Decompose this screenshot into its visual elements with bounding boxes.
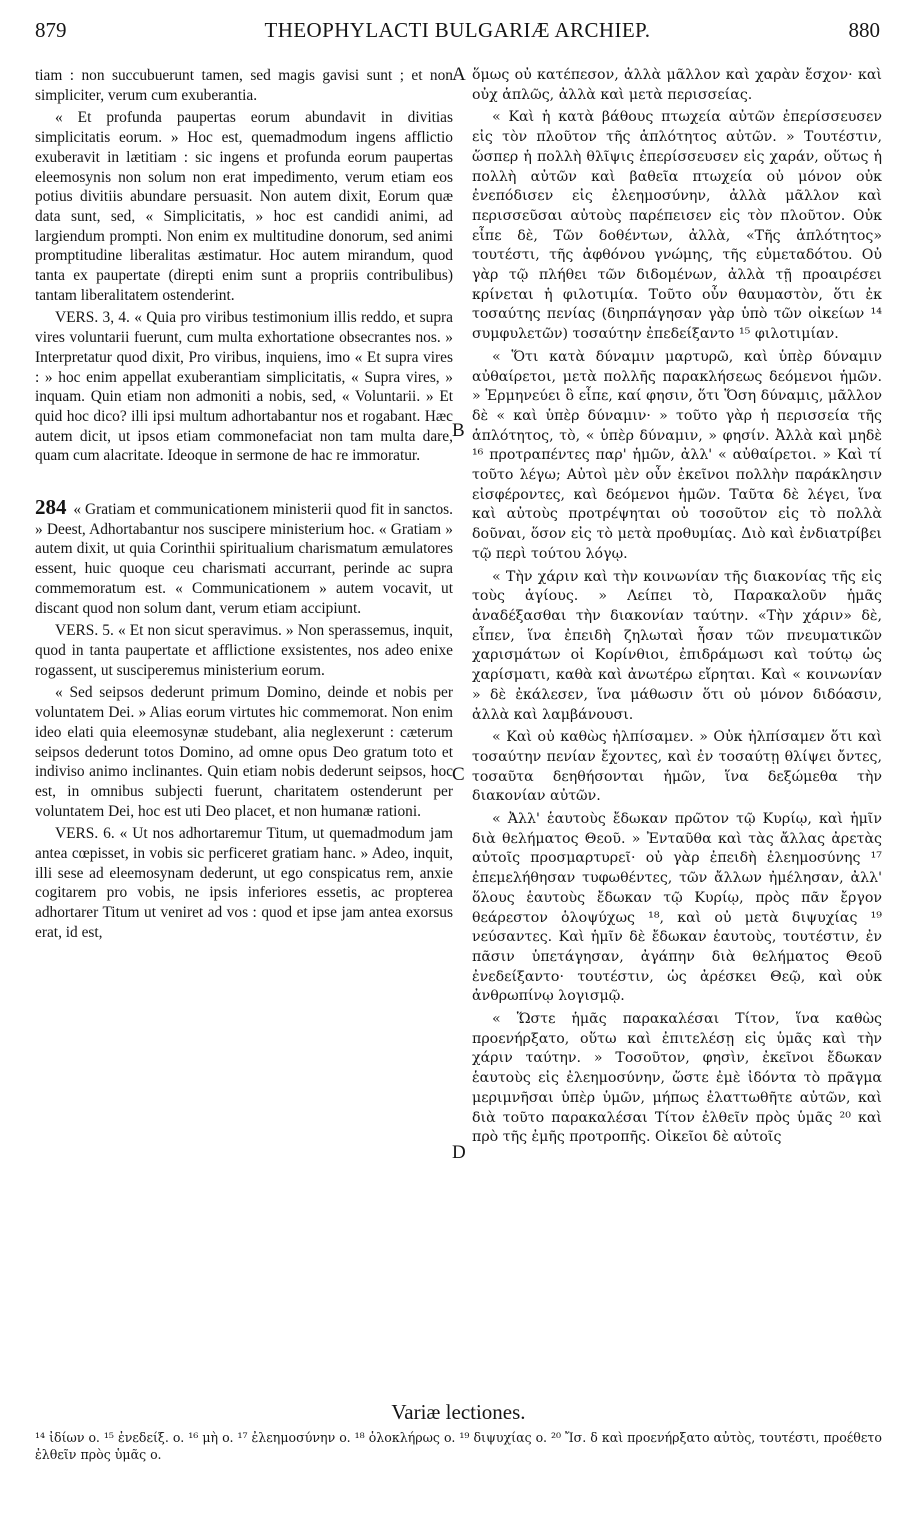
- latin-paragraph: VERS. 5. « Et non sicut speravimus. » Non sperassemus, inquit, quod in tanta paupertate et afflictione exsistentes, nos adeo enixe rogassent, ut susciperemus ministerium eorum.: [35, 622, 453, 679]
- page-number-right: 880: [848, 18, 880, 42]
- greek-paragraph: ὅμως οὐ κατέπεσον, ἀλλὰ μᾶλλον καὶ χαρὰν ἔσχον· καὶ οὐχ ἁπλῶς, ἀλλὰ καὶ μετὰ περισσείας.: [472, 67, 882, 103]
- running-header: [35, 18, 880, 48]
- margin-letter-c: C: [452, 764, 465, 785]
- margin-letter-b: B: [452, 420, 465, 441]
- section-number: 284: [35, 495, 67, 520]
- variae-lectiones-notes: ¹⁴ ἰδίων o. ¹⁵ ἐνεδείξ. o. ¹⁶ μὴ o. ¹⁷ ἐλεημοσύνην o. ¹⁸ ὁλοκλήρως o. ¹⁹ διψυχίας o. ²⁰ Ἴσ. δ καὶ προενήρξατο αὐτὸς, τουτέστι, προέθετο ἐλθεῖν πρὸς ὑμᾶς o.: [35, 1430, 882, 1462]
- latin-paragraph: [35, 495, 453, 618]
- latin-paragraph: tiam : non succubuerunt tamen, sed magis gavisi sunt ; et non simpliciter, verum cum exuberantia.: [35, 67, 453, 104]
- latin-paragraph: « Sed seipsos dederunt primum Domino, deinde et nobis per voluntatem Dei. » Alias eorum virtutes hic commemorat. Non enim ideo elati quia eleemosynæ studebant, alia neglexerunt : cæterum seipsos dederunt totos Domino, ad omne opus Deo gratum toto et indiviso animo inclinantes. Quin etiam nobis dederunt seipsos, hoc est, in omnibus subjecti fuerunt, charitatem ostenderunt per voluntatem Dei, hoc est uti Deo placet, et non humanæ rationi.: [35, 684, 453, 820]
- greek-column: [472, 66, 882, 1151]
- latin-column: [35, 66, 453, 946]
- latin-paragraph: VERS. 6. « Ut nos adhortaremur Titum, ut quemadmodum jam antea cœpisset, in vobis sic perficeret gratiam hanc. » Adeo, inquit, illi sese ad eleemosynam dederunt, ut ego conspicatus rem, anxie cogitarem pro vobis, ne ipsis inferiores essetis, ac propterea adhortarer Titum ut veniret ad vos : quod et ipse jam antea exorsus erat, id est,: [35, 825, 453, 941]
- running-title: THEOPHYLACTI BULGARIÆ ARCHIEP.: [264, 18, 651, 42]
- greek-paragraph: « Καὶ οὐ καθὼς ἠλπίσαμεν. » Οὐκ ἠλπίσαμεν ὅτι καὶ τοσαύτην πενίαν ἔχοντες, καὶ ἐν τοσαύτῃ θλίψει ὄντες, τοσαῦτα δεηθήσονται ἡμῶν, ἵνα δεξώμεθα τὴν διακονίαν αὐτῶν.: [472, 729, 882, 805]
- greek-paragraph: « Τὴν χάριν καὶ τὴν κοινωνίαν τῆς διακονίας τῆς εἰς τοὺς ἁγίους. » Λείπει τὸ, Παρακαλοῦν ἡμᾶς ἀναδέξασθαι τὴν διακονίαν ταύτην. «Τὴν χάριν» δὲ, εἶπεν, ἵνα ἐπειδὴ ζηλωταὶ ἦσαν τῶν πνευματικῶν χαρισμάτων οἱ Κορίνθιοι, ἐπιδράμωσι καὶ τούτῳ ὡς χαρίσματι, καθὰ καὶ ἀνωτέρω εἴρηται. Καὶ « κοινωνίαν » δὲ ἐκάλεσεν, ἵνα μάθωσιν ὅτι οὐ μόνον διδόασιν, ἀλλὰ καὶ λαμβάνουσι.: [472, 568, 882, 723]
- section-gap: [35, 469, 453, 498]
- greek-paragraph: « Ὅτι κατὰ δύναμιν μαρτυρῶ, καὶ ὑπὲρ δύναμιν αὐθαίρετοι, μετὰ πολλῆς παρακλήσεως δεόμενοι ἡμῶν. » Ἑρμηνεύει ὃ εἶπε, καί φησιν, ὅτι Ὅση δύναμις, μᾶλλον δὲ « καὶ ὑπὲρ δύναμιν· » τοῦτο γὰρ ἡ περισσεία τῆς ἁπλότητος, τὸ, « ὑπὲρ δύναμιν, » φησίν. Ἀλλὰ καὶ μηδὲ ¹⁶ προτραπέντες παρ' ἡμῶν, ἀλλ' « αὐθαίρετοι. » Καὶ τί τοῦτο λέγω; Αὐτοὶ μὲν οὖν ἐκεῖνοι πολλὴν παράκλησιν εἰσφέροντες, καὶ δεόμενοι ἡμῶν. Ταῦτα δὲ λέγει, ἵνα καὶ αὐτοὺς προτρέψηται οὐ τοσοῦτον εἰς τὸ πολλὰ δοῦναι, ὅσον εἰς τὸ μετὰ προθυμίας. Διὸ καὶ ἐνδιατρίβει τῷ περὶ τούτου λόγῳ.: [472, 348, 882, 562]
- greek-paragraph: « Ὥστε ἡμᾶς παρακαλέσαι Τίτον, ἵνα καθὼς προενήρξατο, οὕτω καὶ ἐπιτελέσῃ εἰς ὑμᾶς καὶ τὴν χάριν ταύτην. » Τοσοῦτον, φησὶν, ἐκεῖνοι ἔδωκαν ἑαυτοὺς εἰς ἐλεημοσύνην, ὥστε ἐμὲ ἰδόντα τὸ πρᾶγμα μεριμνῆσαι ὑπὲρ ὑμῶν, μήπως ἐλαττωθῆτε αὐτῶν, καὶ διὰ τοῦτο παρακαλέσαι Τίτον ἐλθεῖν πρὸς ὑμᾶς ²⁰ καὶ πρὸ τῆς ἐμῆς προτροπῆς. Οἰκεῖοι δὲ αὐτοῖς: [472, 1011, 882, 1146]
- margin-letter-d: D: [452, 1142, 466, 1163]
- latin-paragraph: VERS. 3, 4. « Quia pro viribus testimonium illis reddo, et supra vires voluntarii fuerunt, cum multa exhortatione obsecrantes nos. » Interpretatur quod dixit, Pro viribus, inquiens, imo « Et supra vires : » hoc enim appellat exuberantiam simplicitatis, « Supra vires, » inquam. Quin etiam non admoniti a nobis, sed, « Voluntarii. » Et quid hoc dico? illi ipsi multum adhortabantur nos et rogabant. Hæc autem dicit, ut ipsos etiam commonefaciat non tam multa dare, quam cum alacritate. Ideoque in sermone de hac re immoratur.: [35, 309, 453, 465]
- page-number-left: 879: [35, 18, 67, 42]
- greek-paragraph: « Ἀλλ' ἑαυτοὺς ἔδωκαν πρῶτον τῷ Κυρίῳ, καὶ ἡμῖν διὰ θελήματος Θεοῦ. » Ἐνταῦθα καὶ τὰς ἄλλας ἀρετὰς αὐτοῖς προσμαρτυρεῖ· οὐ γὰρ ἐπειδὴ ἐλεημοσύνης ¹⁷ ἐπεμελήθησαν τυφωθέντες, τῶν ἄλλων ἠμέλησαν, ἀλλ' ὅλους ἑαυτοὺς ἔδωκαν τῷ Κυρίῳ, πρὸς πᾶν ἔργον θεάρεστον ὁλοψύχως ¹⁸, καὶ οὐ μετὰ διψυχίας ¹⁹ νεύσαντες. Καὶ ἡμῖν δὲ ἔδωκαν ἑαυτοὺς, τουτέστιν, ἐν πᾶσιν ὑπετάγησαν, ἀγάπην διὰ θελήματος Θεοῦ ἐνεδείξαντο· τουτέστιν, ὡς ἀρέσκει Θεῷ, καὶ οὐκ ἀνθρωπίνῳ λογισμῷ.: [472, 811, 882, 1005]
- variae-lectiones-title: Variæ lectiones.: [391, 1400, 526, 1424]
- latin-paragraph: « Et profunda paupertas eorum abundavit in divitias simplicitatis eorum. » Hoc est, quemadmodum ingens afflictio exuberavit in lætitiam : sic ingens et profunda eorum paupertas eleemosynis non solum non erat impedimento, verum etiam eos potius divitiis abundare persuasit. Non autem dixit, Eorum quæ data sunt, sed, « Simplicitatis, » hoc est candidi animi, ad largiendum prompti. Non enim ex multitudine donorum, sed animi promptitudine liberalitas æstimatur. Hoc autem mirandum, quod tanta ex paupertate (direpti enim sunt a propriis contribulibus) tantam liberalitatem ostenderint.: [35, 109, 453, 304]
- margin-letter-a: A: [452, 64, 466, 85]
- greek-paragraph: « Καὶ ἡ κατὰ βάθους πτωχεία αὐτῶν ἐπερίσσευσεν εἰς τὸν πλοῦτον τῆς ἁπλότητος αὐτῶν. » Τουτέστιν, ὥσπερ ἡ πολλὴ θλῖψις ἐπερίσσευσεν εἰς χαράν, οὕτως ἡ πολλὴ αὐτῶν καὶ βαθεῖα πτωχεία οὐ μόνον οὐκ ἐνεπόδισεν εἰς ἐλεημοσύνην, ἀλλὰ μᾶλλον καὶ περισσεῦσαι αὐτοὺς παρέπεισεν εἰς τὸν πλοῦτον. Οὐκ εἶπε δὲ, Τῶν δοθέντων, ἀλλὰ, «Τῆς ἁπλότητος» τουτέστι, τῆς ἀφθόνου γνώμης, τῆς εὐμεταδότου. Οὐ γὰρ τῷ πλήθει τῶν διδομένων, ἀλλὰ τῇ προαιρέσει κρίνεται ἡ φιλοτιμία. Τοῦτο οὖν θαυμαστὸν, ὅτι ἐκ τοσαύτης πενίας (διηρπάγησαν γὰρ ὑπὸ τῶν οἰκείων ¹⁴ συμφυλετῶν) τοσαύτην ἐπεδείξαντο ¹⁵ φιλοτιμίαν.: [472, 109, 882, 343]
- latin-paragraph-text: « Gratiam et communicationem ministerii quod fit in sanctos. » Deest, Adhortabantur nos suscipere ministerium hoc. « Gratiam » autem dixit, ut quia Corinthii spiritualium charismatum æmulatores essent, huic quoque ceu charismati accurrant, perinde ac supra commemoratum est. « Communicationem » autem vocavit, ut discant quod non solum dant, verum etiam accipiunt.: [35, 501, 453, 617]
